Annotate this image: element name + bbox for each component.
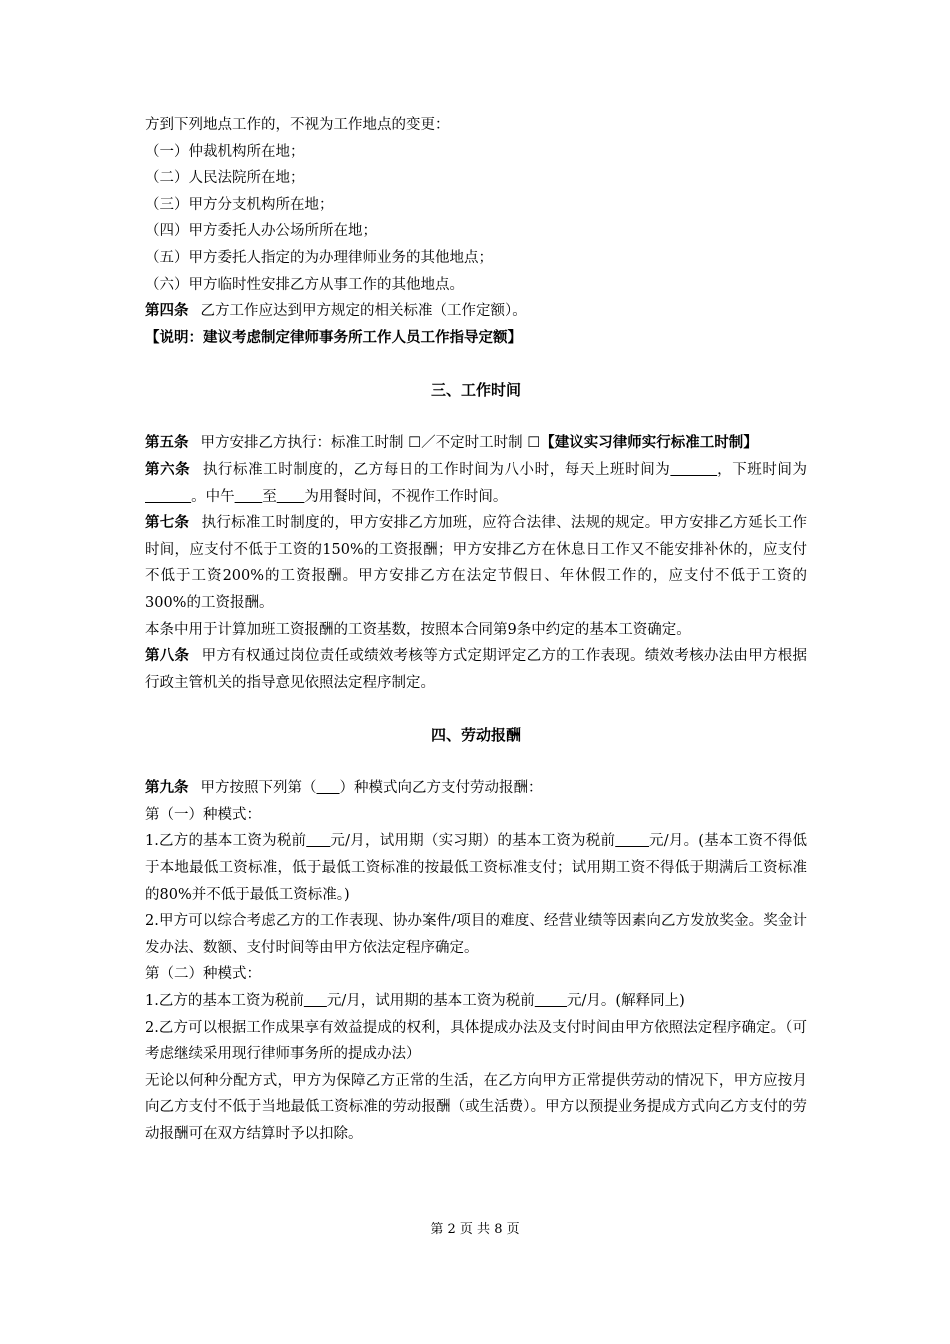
article-9 — [145, 775, 807, 802]
article-label: 第九条 — [145, 779, 189, 797]
fill-blank[interactable] — [145, 489, 191, 505]
article-4 — [145, 298, 807, 325]
fill-blank[interactable] — [277, 489, 305, 505]
article-label: 第四条 — [145, 302, 189, 320]
section-title: 四、劳动报酬 — [430, 726, 521, 745]
article-text: ，下班时间为 — [717, 461, 808, 478]
list-item: （二）人民法院所在地； — [145, 170, 305, 187]
article-8 — [145, 643, 807, 696]
article-text: 为用餐时间，不视作工作时间。 — [304, 488, 508, 505]
article-text: 甲方有权通过岗位责任或绩效考核等方式定期评定乙方的工作表现。绩效考核办法由甲方根据行政主管机关的指导意见依照法定程序制定。 — [145, 648, 808, 691]
article-7 — [145, 510, 807, 616]
item-text: 元/月。(基本工资不得低于本地最低工资标准，低于最低工资标准的按最低工资标准支付；试用期工资不得低于期满后工资标准的80%并不低于最低工资标准。) — [145, 833, 807, 903]
document-body — [145, 112, 807, 1148]
fill-blank[interactable] — [615, 833, 649, 849]
intro-line: 方到下列地点工作的，不视为工作地点的变更： — [145, 117, 450, 133]
fill-blank[interactable] — [304, 993, 327, 1009]
fill-blank[interactable] — [306, 833, 330, 849]
article-7-extra: 本条中用于计算加班工资报酬的工资基数，按照本合同第9条中约定的基本工资确定。 — [145, 621, 691, 638]
checkbox-icon[interactable]: ☐ — [527, 435, 541, 452]
article-5 — [145, 430, 807, 457]
article-label: 第五条 — [145, 434, 189, 452]
item-text: 1.乙方的基本工资为税前 — [145, 993, 304, 1010]
article-text: 甲方安排乙方执行：标准工时制 — [200, 435, 409, 452]
item-text: 元/月，试用期的基本工资为税前 — [326, 993, 535, 1010]
item-text: 元/月。(解释同上) — [567, 993, 685, 1010]
list-item: （三）甲方分支机构所在地； — [145, 196, 334, 213]
section-title: 三、工作时间 — [430, 381, 521, 400]
mode-1-item-2: 2.甲方可以综合考虑乙方的工作表现、协办案件/项目的难度、经营业绩等因素向乙方发放奖金。奖金计发办法、数额、支付时间等由甲方依法定程序确定。 — [145, 913, 807, 956]
mode-2-item-2: 2.乙方可以根据工作成果享有效益提成的权利，具体提成办法及支付时间由甲方依照法定程序确定。（可考虑继续采用现行律师事务所的提成办法） — [145, 1019, 807, 1063]
article-note: 【建议实习律师实行标准工时制】 — [540, 434, 758, 452]
mode-2-title: 第（二）种模式： — [145, 966, 261, 983]
article-text: 至 — [262, 488, 277, 505]
fill-blank[interactable] — [235, 489, 263, 505]
list-item: （五）甲方委托人指定的为办理律师业务的其他地点； — [145, 249, 493, 266]
item-text: 元/月，试用期（实习期）的基本工资为税前 — [330, 833, 616, 850]
article-text: 执行标准工时制度的，乙方每日的工作时间为八小时，每天上班时间为 — [202, 461, 671, 478]
list-item: （六）甲方临时性安排乙方从事工作的其他地点。 — [145, 276, 464, 293]
fill-blank[interactable] — [670, 462, 717, 478]
article-4-note: 【说明：建议考虑制定律师事务所工作人员工作指导定额】 — [145, 328, 522, 346]
mode-1-item-1 — [145, 828, 807, 908]
mode-1-title: 第（一）种模式： — [145, 806, 261, 823]
item-text: 1.乙方的基本工资为税前 — [145, 833, 307, 850]
article-text: ／不定时工时制 — [421, 435, 528, 452]
closing-paragraph: 无论以何种分配方式，甲方为保障乙方正常的生活，在乙方向甲方正常提供劳动的情况下，甲方应按月向乙方支付不低于当地最低工资标准的劳动报酬（或生活费）。甲方以预提业务提成方式向乙方支付的劳动报酬可在双方结算时予以扣除。 — [145, 1072, 807, 1142]
list-item: （四）甲方委托人办公场所所在地； — [145, 223, 377, 240]
article-6 — [145, 457, 807, 510]
fill-blank[interactable] — [317, 780, 340, 796]
article-label: 第六条 — [145, 460, 191, 478]
article-label: 第七条 — [145, 514, 190, 532]
article-text: 乙方工作应达到甲方规定的相关标准（工作定额）。 — [200, 303, 527, 320]
article-text: 甲方按照下列第（ — [200, 780, 317, 797]
page-footer: 第 2 页 共 8 页 — [430, 1222, 520, 1237]
list-item: （一）仲裁机构所在地； — [145, 143, 305, 160]
article-text: ）种模式向乙方支付劳动报酬： — [339, 780, 543, 797]
fill-blank[interactable] — [535, 993, 567, 1009]
mode-2-item-1 — [145, 988, 807, 1015]
article-label: 第八条 — [145, 647, 190, 665]
checkbox-icon[interactable]: ☐ — [408, 435, 422, 452]
article-text: 执行标准工时制度的，甲方安排乙方加班，应符合法律、法规的规定。甲方安排乙方延长工作时间，应支付不低于工资的150%的工资报酬；甲方安排乙方在休息日工作又不能安排补休的，应支付不低于工资200%的工资报酬。甲方安排乙方在法定节假日、年休假工作的，应支付不低于工资的300%的工资报酬。 — [145, 515, 808, 611]
article-text: 。中午 — [191, 488, 235, 505]
